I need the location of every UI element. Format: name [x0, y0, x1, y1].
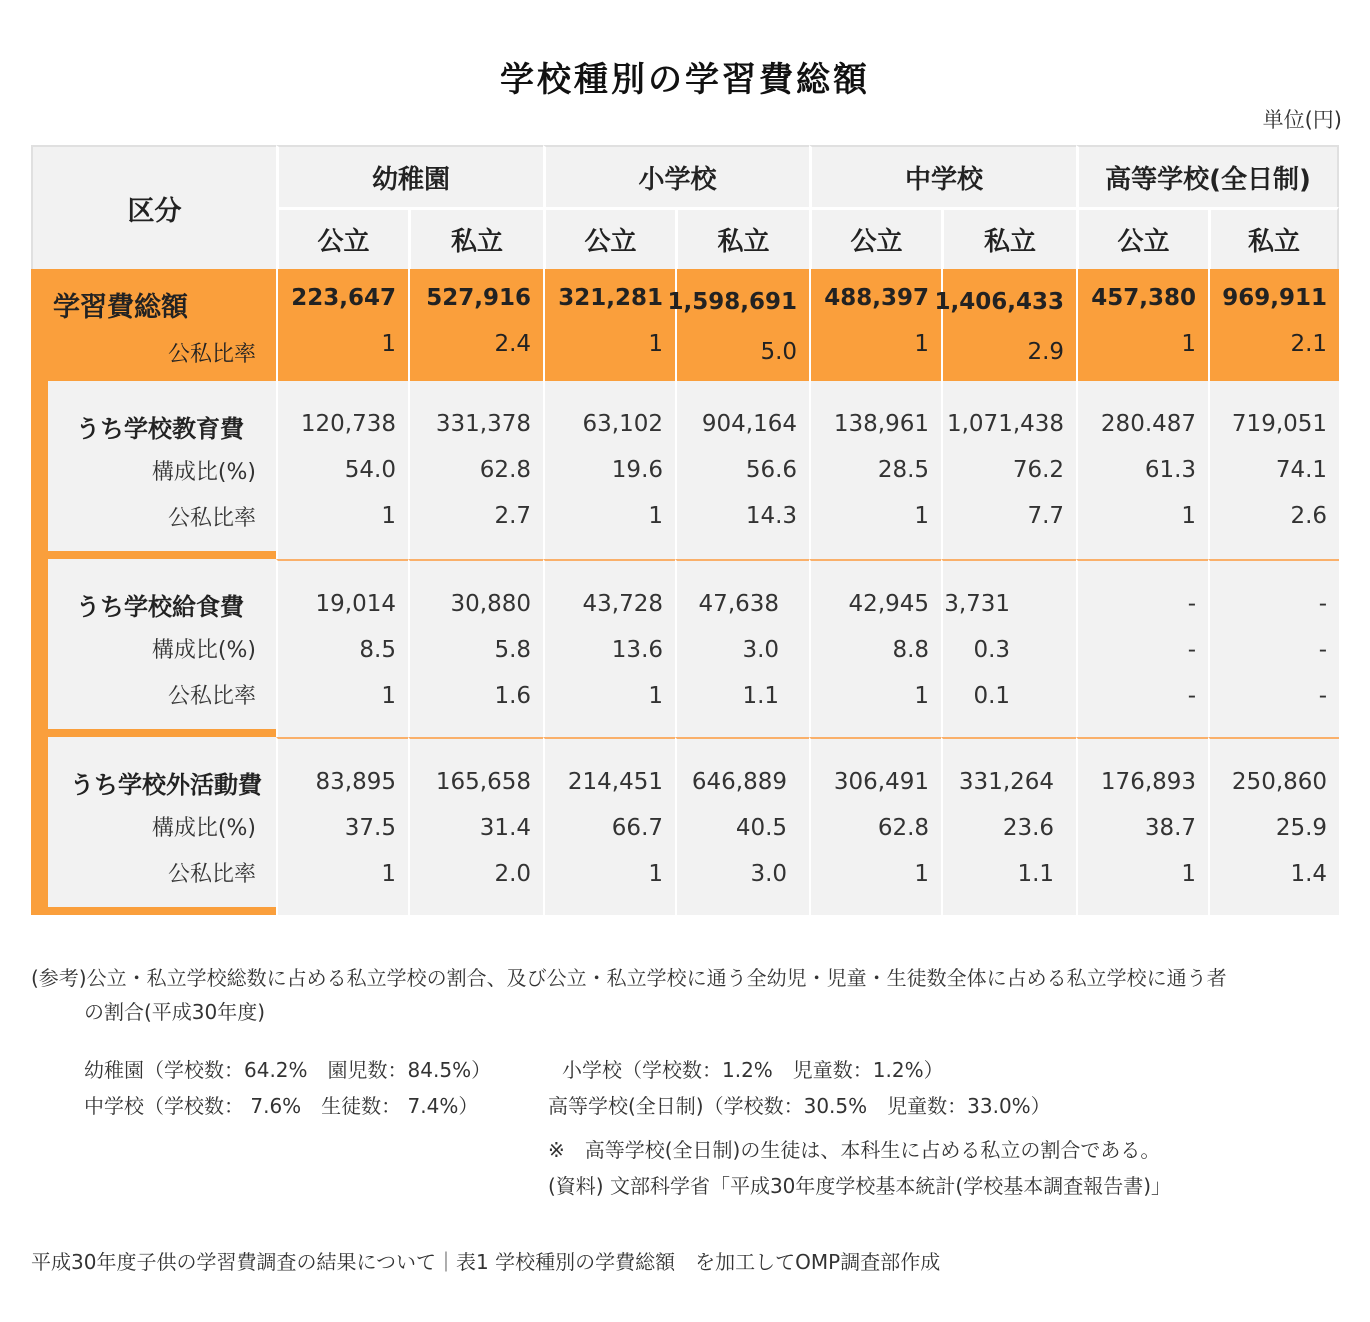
ratio: 2.6 [1290, 503, 1328, 529]
amount: 250,860 [1231, 769, 1328, 795]
group-cell [1208, 737, 1339, 915]
composition: 40.5 [735, 815, 788, 841]
group-cell [809, 737, 941, 915]
amount: 646,889 [691, 769, 788, 795]
group-accent-bottom [31, 551, 276, 559]
group-cell [543, 381, 675, 559]
reference-note-line1: (参考)公立・私立学校総数に占める私立学校の割合、及び公立・私立学校に通う全幼児・児童・生徒数全体に占める私立学校に通う者 [31, 966, 1227, 990]
composition: 25.9 [1275, 815, 1328, 841]
amount: 1,071,438 [946, 411, 1065, 437]
amount: - [1318, 591, 1328, 617]
total-ratio: 1 [648, 331, 664, 357]
composition: - [1318, 637, 1328, 663]
composition-label: 構成比(%) [151, 460, 256, 485]
total-value: 527,916 [426, 285, 532, 311]
total-ratio-label: 公私比率 [167, 342, 256, 367]
note-junior-high: 中学校（学校数： 7.6% 生徒数： 7.4%） [84, 1094, 479, 1118]
group-label-cell [31, 737, 276, 915]
amount: 30,880 [450, 591, 532, 617]
total-value: 457,380 [1091, 285, 1197, 311]
composition: 76.2 [1012, 457, 1065, 483]
group-cell [276, 381, 408, 559]
ratio: 1 [914, 861, 930, 887]
ratio: 2.7 [494, 503, 532, 529]
amount: 3,731 [944, 591, 1011, 617]
ratio: 7.7 [1027, 503, 1065, 529]
group-label-cell [31, 381, 276, 559]
group-cell [1208, 559, 1339, 737]
total-value: 223,647 [291, 285, 396, 311]
composition: 62.8 [479, 457, 532, 483]
group-cell [809, 559, 941, 737]
ratio: 0.1 [973, 683, 1011, 709]
expense-table [31, 145, 1339, 915]
ratio: 2.0 [494, 861, 532, 887]
ratio: 1 [648, 683, 664, 709]
ratio: 1 [914, 683, 930, 709]
composition: 74.1 [1275, 457, 1328, 483]
composition: 31.4 [479, 815, 532, 841]
total-value: 1,406,433 [934, 289, 1065, 315]
composition: - [1187, 637, 1197, 663]
group-accent-bar [31, 737, 48, 915]
ratio: 3.0 [750, 861, 788, 887]
composition-label: 構成比(%) [151, 816, 256, 841]
composition: 54.0 [344, 457, 396, 483]
group-cell [941, 737, 1076, 915]
header-junior-high: 中学校 [809, 145, 1076, 207]
group-cell [1208, 381, 1339, 559]
ratio: 1 [914, 503, 930, 529]
group-accent-bar [31, 381, 48, 559]
amount: 331,264 [958, 769, 1055, 795]
composition: 0.3 [973, 637, 1011, 663]
amount: 42,945 [848, 591, 930, 617]
note-asterisk: ※ 高等学校(全日制)の生徒は、本科生に占める私立の割合である。 [548, 1138, 1161, 1162]
ratio-label: 公私比率 [167, 862, 256, 887]
header-kindergarten: 幼稚園 [276, 145, 543, 207]
amount: 331,378 [435, 411, 532, 437]
header-public: 公立 [276, 207, 408, 269]
group-cell [543, 559, 675, 737]
ratio: 1 [1181, 861, 1197, 887]
total-value: 321,281 [558, 285, 664, 311]
composition: 56.6 [745, 457, 798, 483]
total-cell [934, 269, 1076, 381]
total-cell [667, 269, 809, 381]
group-cell [408, 559, 543, 737]
total-ratio: 2.4 [494, 331, 532, 357]
note-kindergarten: 幼稚園（学校数：64.2% 園児数：84.5%） [84, 1058, 492, 1082]
amount: 280.487 [1100, 411, 1197, 437]
group-label-cell [31, 559, 276, 737]
group-accent-bottom [31, 907, 276, 915]
group-cell [675, 737, 809, 915]
header-private: 私立 [675, 207, 809, 269]
amount: - [1187, 591, 1197, 617]
note-source: (資料) 文部科学省「平成30年度学校基本統計(学校基本調査報告書)」 [548, 1174, 1172, 1198]
composition: 66.7 [611, 815, 664, 841]
total-ratio: 1 [914, 331, 930, 357]
composition: 23.6 [1002, 815, 1055, 841]
ratio: 1.4 [1290, 861, 1328, 887]
group-cell [1076, 381, 1208, 559]
group-cell [675, 381, 809, 559]
header-public: 公立 [1076, 207, 1208, 269]
composition: 37.5 [344, 815, 396, 841]
composition: 38.7 [1144, 815, 1197, 841]
group-name: うち学校外活動費 [70, 771, 262, 799]
header-private: 私立 [1208, 207, 1339, 269]
note-high-school: 高等学校(全日制)（学校数：30.5% 児童数：33.0%） [548, 1094, 1051, 1118]
group-cell [276, 559, 408, 737]
composition: 19.6 [611, 457, 664, 483]
total-row [31, 269, 1339, 381]
ratio: 1.6 [494, 683, 532, 709]
ratio-label: 公私比率 [167, 684, 256, 709]
composition: 3.0 [742, 637, 780, 663]
total-cell [543, 269, 675, 381]
ratio: 1.1 [742, 683, 780, 709]
amount: 63,102 [582, 411, 664, 437]
composition: 8.5 [359, 637, 396, 663]
group-name: うち学校給食費 [76, 593, 244, 621]
group-row-school-lunch [31, 559, 1339, 737]
ratio: 1 [381, 503, 396, 529]
total-value: 488,397 [824, 285, 930, 311]
ratio: 1 [648, 503, 664, 529]
group-cell [276, 737, 408, 915]
total-value: 1,598,691 [667, 289, 798, 315]
total-cell [809, 269, 941, 381]
group-cell [408, 737, 543, 915]
footer-credit: 平成30年度子供の学習費調査の結果について｜表1 学校種別の学費総額 を加工してOMP調査部作成 [31, 1250, 941, 1274]
header-high-school: 高等学校(全日制) [1076, 145, 1339, 207]
ratio-label: 公私比率 [167, 506, 256, 531]
amount: 719,051 [1231, 411, 1328, 437]
group-row-school-education [31, 381, 1339, 559]
group-name: うち学校教育費 [76, 415, 244, 443]
group-cell [941, 381, 1076, 559]
total-cell [408, 269, 543, 381]
amount: 83,895 [315, 769, 396, 795]
amount: 904,164 [701, 411, 798, 437]
total-cell [1076, 269, 1208, 381]
group-cell [809, 381, 941, 559]
composition: 61.3 [1144, 457, 1197, 483]
amount: 176,893 [1100, 769, 1197, 795]
group-row-outside-activities [31, 737, 1339, 915]
ratio: 1 [381, 683, 396, 709]
group-accent-bottom [31, 729, 276, 737]
amount: 43,728 [582, 591, 664, 617]
group-accent-bar [31, 559, 48, 737]
ratio: 1 [1181, 503, 1197, 529]
ratio: 14.3 [745, 503, 798, 529]
header-private: 私立 [408, 207, 543, 269]
ratio: 1.1 [1017, 861, 1055, 887]
total-label: 学習費総額 [53, 292, 188, 323]
group-cell [941, 559, 1076, 737]
amount: 306,491 [833, 769, 930, 795]
unit-label: 単位(円) [1262, 108, 1342, 132]
ratio: - [1187, 683, 1197, 709]
header-public: 公立 [809, 207, 941, 269]
total-value: 969,911 [1222, 285, 1328, 311]
amount: 138,961 [833, 411, 930, 437]
total-ratio: 5.0 [760, 339, 798, 365]
header-private: 私立 [941, 207, 1076, 269]
composition: 8.8 [892, 637, 930, 663]
composition: 62.8 [877, 815, 930, 841]
group-cell [1076, 559, 1208, 737]
page-title: 学校種別の学習費総額 [500, 60, 870, 100]
group-cell [1076, 737, 1208, 915]
ratio: - [1318, 683, 1328, 709]
note-elementary: 小学校（学校数：1.2% 児童数：1.2%） [562, 1058, 944, 1082]
amount: 214,451 [567, 769, 664, 795]
header-elementary: 小学校 [543, 145, 809, 207]
composition-label: 構成比(%) [151, 638, 256, 663]
total-ratio: 2.1 [1290, 331, 1328, 357]
amount: 165,658 [435, 769, 532, 795]
composition: 13.6 [611, 637, 664, 663]
ratio: 1 [381, 861, 396, 887]
composition: 5.8 [494, 637, 532, 663]
group-cell [675, 559, 809, 737]
composition: 28.5 [877, 457, 930, 483]
total-cell [1208, 269, 1339, 381]
total-label-cell [31, 269, 276, 381]
group-cell [543, 737, 675, 915]
ratio: 1 [648, 861, 664, 887]
group-cell [408, 381, 543, 559]
amount: 19,014 [315, 591, 396, 617]
amount: 120,738 [300, 411, 396, 437]
header-public: 公立 [543, 207, 675, 269]
total-ratio: 1 [381, 331, 396, 357]
header-kubun: 区分 [31, 145, 276, 269]
total-cell [276, 269, 408, 381]
total-ratio: 1 [1181, 331, 1197, 357]
reference-note-line2: の割合(平成30年度) [84, 1000, 266, 1024]
total-ratio: 2.9 [1027, 339, 1065, 365]
amount: 47,638 [698, 591, 780, 617]
